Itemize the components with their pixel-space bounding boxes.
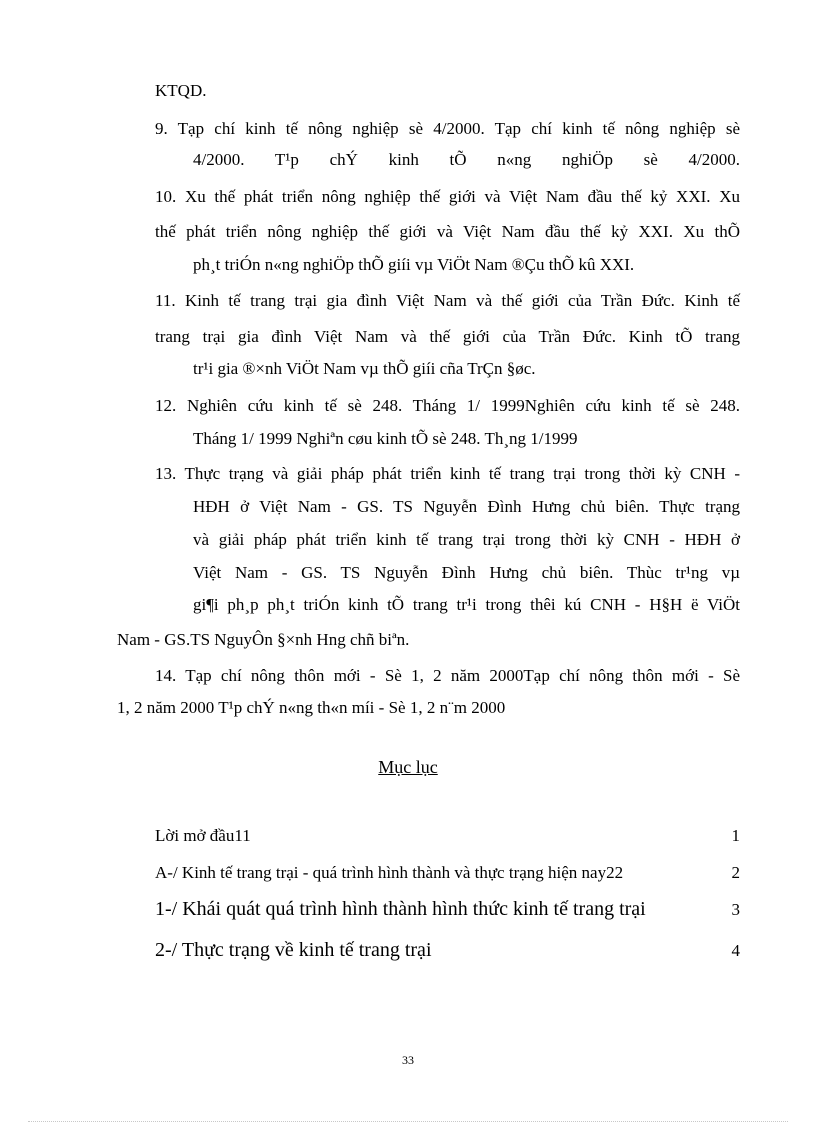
reference-item-13: 13. Thực trạng và giải pháp phát triển kinh tế trang trại trong thời kỳ CNH - — [155, 464, 740, 483]
reference-line: thế phát triển nông nghiệp thế giới và Việt Nam đầu thế kỷ XXI. Xu thÕ — [155, 222, 740, 241]
toc-entry[interactable] — [155, 863, 740, 883]
toc-entry-label: Lời mở đầu11 — [155, 826, 251, 845]
toc-entry-label: A-/ Kinh tế trang trại - quá trình hình thành và thực trạng hiện nay22 — [155, 863, 624, 882]
page-number: 33 — [402, 1053, 414, 1067]
page-bottom-divider — [28, 1121, 788, 1122]
toc-entry-page: 2 — [731, 863, 740, 882]
reference-item-10: 10. Xu thế phát triển nông nghiệp thế giới và Việt Nam đầu thế kỷ XXI. Xu — [155, 187, 740, 206]
reference-line: Tháng 1/ 1999 Nghiªn cøu kinh tÕ sè 248. Th¸ng 1/1999 — [193, 429, 578, 448]
reference-line: gi¶i ph¸p ph¸t triÓn kinh tÕ trang tr¹i trong thêi kú CNH - H§H ë ViÖt — [193, 595, 740, 614]
reference-line: trang trại gia đình Việt Nam và thế giới của Trần Đức. Kinh tÕ trang — [155, 327, 740, 346]
reference-line: HĐH ở Việt Nam - GS. TS Nguyễn Đình Hưng chủ biên. Thực trạng — [193, 497, 740, 516]
reference-item-9: 9. Tạp chí kinh tế nông nghiệp sè 4/2000. Tạp chí kinh tế nông nghiệp sè — [155, 119, 740, 138]
toc-entry-label: 1-/ Khái quát quá trình hình thành hình thức kinh tế trang trại — [155, 898, 646, 920]
reference-line: 4/2000. T¹p chÝ kinh tÕ n«ng nghiÖp sè 4/2000. — [193, 150, 740, 169]
toc-entry-page: 1 — [731, 826, 740, 845]
reference-line: 1, 2 năm 2000 T¹p chÝ n«ng th«n míi - Sè 1, 2 n¨m 2000 — [117, 698, 506, 717]
toc-entry-page: 4 — [731, 941, 740, 960]
reference-item-12: 12. Nghiên cứu kinh tế sè 248. Tháng 1/ 1999Nghiên cứu kinh tế sè 248. — [155, 396, 740, 415]
toc-entry-page: 3 — [731, 900, 740, 919]
reference-item-14: 14. Tạp chí nông thôn mới - Sè 1, 2 năm 2000Tạp chí nông thôn mới - Sè — [155, 666, 740, 685]
toc-title: Mục lục — [378, 757, 438, 777]
toc-entry-label: 2-/ Thực trạng về kinh tế trang trại — [155, 939, 432, 961]
reference-line: Nam - GS.TS NguyÔn §×nh Hng chñ biªn. — [117, 630, 410, 649]
reference-line: KTQD. — [155, 81, 207, 100]
reference-item-11: 11. Kinh tế trang trại gia đình Việt Nam và thế giới của Trần Đức. Kinh tế — [155, 291, 740, 310]
reference-line: ph¸t triÓn n«ng nghiÖp thÕ giíi vµ ViÖt Nam ®Çu thÕ kû XXI. — [193, 255, 635, 274]
reference-line: Việt Nam - GS. TS Nguyễn Đình Hưng chủ biên. Thùc tr¹ng vµ — [193, 563, 740, 582]
toc-entry[interactable] — [155, 939, 740, 962]
toc-entry[interactable] — [155, 826, 740, 846]
reference-line: tr¹i gia ®×nh ViÖt Nam vµ thÕ giíi cña TrÇn §øc. — [193, 359, 536, 378]
reference-line: và giải pháp phát triển kinh tế trang trại trong thời kỳ CNH - HĐH ở — [193, 530, 740, 549]
toc-entry[interactable] — [155, 898, 740, 921]
